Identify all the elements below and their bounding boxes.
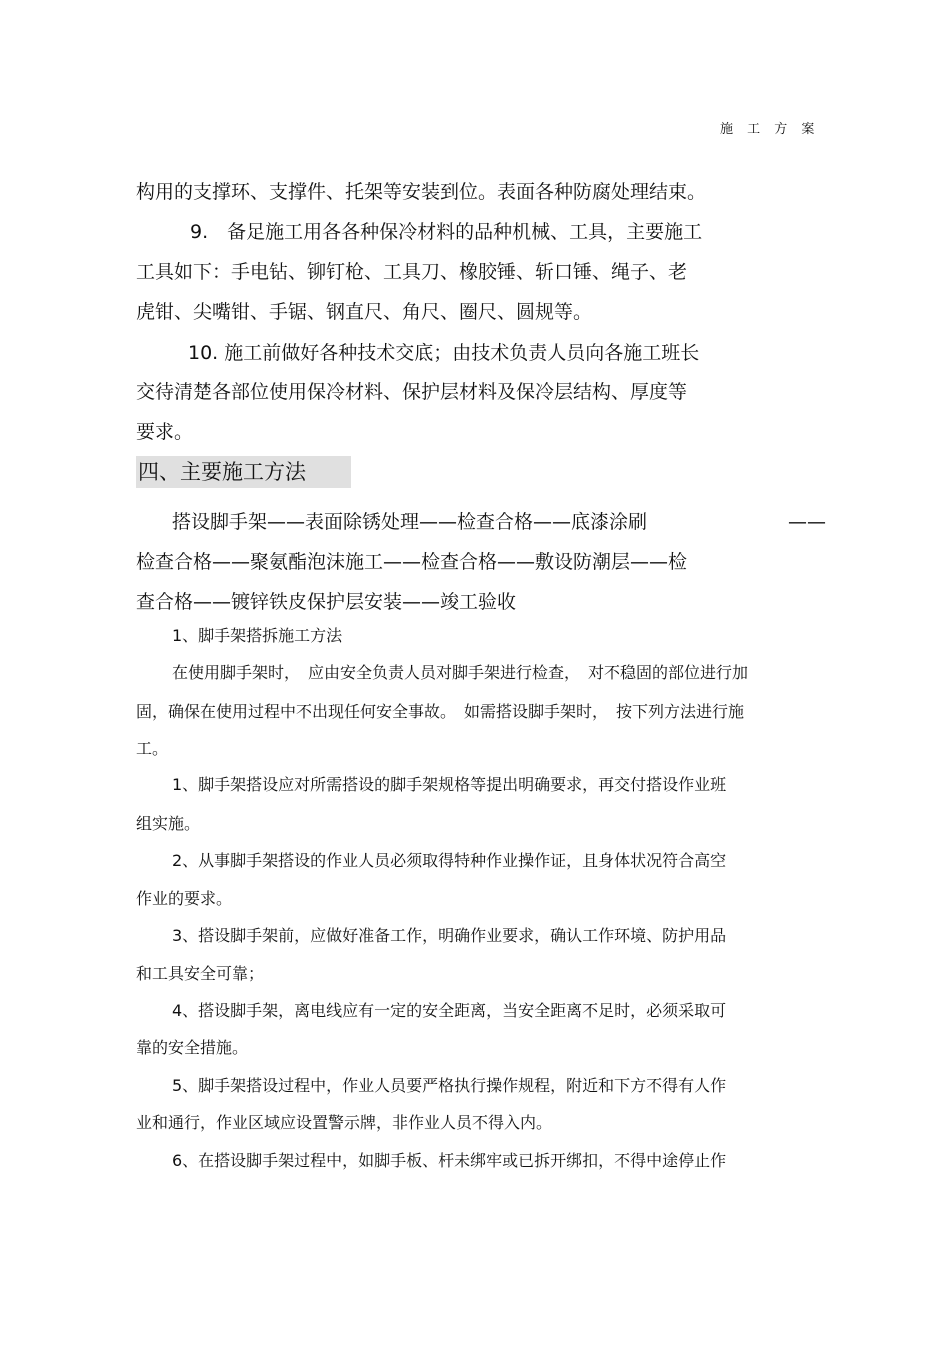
paragraph-line: 交待清楚各部位使用保冷材料、保护层材料及保冷层结构、厚度等	[136, 381, 688, 403]
paragraph-line: 9. 备足施工用各各种保冷材料的品种机械、工具，主要施工	[190, 221, 703, 243]
list-item-continuation: 组实施。	[136, 814, 201, 833]
list-item-continuation: 和工具安全可靠；	[136, 964, 265, 983]
subsection-title: 1、脚手架搭拆施工方法	[172, 626, 343, 645]
list-item: 1、脚手架搭设应对所需搭设的脚手架规格等提出明确要求，再交付搭设作业班	[172, 775, 727, 794]
paragraph-line: 要求。	[136, 421, 194, 443]
list-item: 3、搭设脚手架前，应做好准备工作，明确作业要求，确认工作环境、防护用品	[172, 926, 727, 945]
paragraph-line: 构用的支撑环、支撑件、托架等安装到位。表面各种防腐处理结束。	[136, 181, 707, 203]
paragraph-line: 工具如下：手电钻、铆钉枪、工具刀、橡胶锤、斩口锤、绳子、老	[136, 261, 688, 283]
flow-line: 搭设脚手架——表面除锈处理——检查合格——底漆涂刷	[172, 511, 648, 533]
list-item-continuation: 作业的要求。	[136, 889, 233, 908]
flow-line-tail: ——	[788, 511, 826, 533]
flow-line: 检查合格——聚氨酯泡沫施工——检查合格——敷设防潮层——检	[136, 551, 688, 573]
paragraph-line: 10. 施工前做好各种技术交底；由技术负责人员向各施工班长	[188, 342, 700, 364]
page-header-title: 施 工 方 案	[720, 122, 820, 137]
list-item-continuation: 业和通行，作业区域应设置警示牌，非作业人员不得入内。	[136, 1113, 553, 1132]
list-item: 2、从事脚手架搭设的作业人员必须取得特种作业操作证，且身体状况符合高空	[172, 851, 727, 870]
paragraph-line: 工。	[136, 739, 169, 758]
flow-line: 查合格——镀锌铁皮保护层安装——竣工验收	[136, 591, 517, 613]
paragraph-line: 在使用脚手架时， 应由安全负责人员对脚手架进行检查， 对不稳固的部位进行加	[172, 663, 749, 682]
paragraph-line: 虎钳、尖嘴钳、手锯、钢直尺、角尺、圈尺、圆规等。	[136, 301, 593, 323]
list-item: 6、在搭设脚手架过程中，如脚手板、杆未绑牢或已拆开绑扣，不得中途停止作	[172, 1151, 727, 1170]
list-item-continuation: 靠的安全措施。	[136, 1038, 249, 1057]
list-item: 4、搭设脚手架，离电线应有一定的安全距离，当安全距离不足时，必须采取可	[172, 1001, 727, 1020]
section-heading: 四、主要施工方法	[136, 456, 351, 488]
list-item: 5、脚手架搭设过程中，作业人员要严格执行操作规程，附近和下方不得有人作	[172, 1076, 727, 1095]
paragraph-line: 固，确保在使用过程中不出现任何安全事故。 如需搭设脚手架时， 按下列方法进行施	[136, 702, 745, 721]
